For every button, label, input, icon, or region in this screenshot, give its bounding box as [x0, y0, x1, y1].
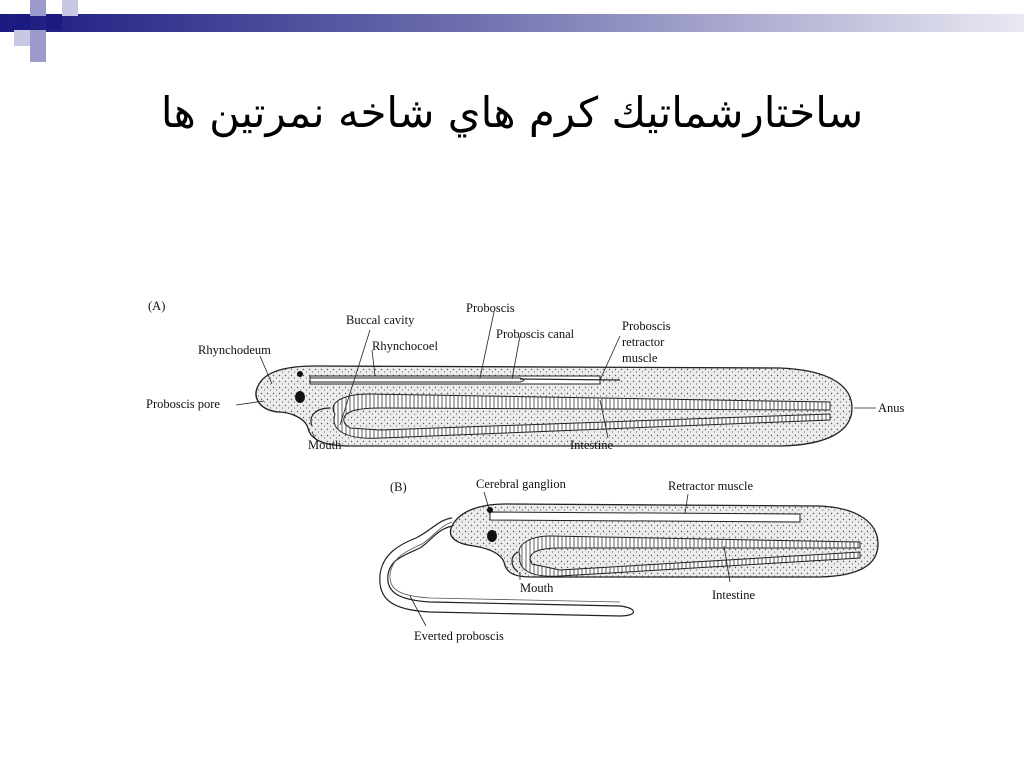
label-proboscis-retractor-3: muscle [622, 351, 658, 365]
panel-b-tag: (B) [390, 480, 407, 494]
label-proboscis-pore: Proboscis pore [146, 397, 220, 411]
decor-square [30, 46, 46, 62]
title-bar [0, 14, 1024, 32]
label-proboscis-canal: Proboscis canal [496, 327, 575, 341]
decor-square [62, 0, 78, 16]
label-intestine-a: Intestine [570, 438, 614, 452]
decor-square [30, 0, 46, 16]
label-proboscis-retractor-2: retractor [622, 335, 665, 349]
label-mouth-b: Mouth [520, 581, 554, 595]
worm-a [256, 366, 852, 446]
label-proboscis-retractor-1: Proboscis [622, 319, 671, 333]
worm-a-ganglion [295, 391, 305, 403]
label-everted-proboscis: Everted proboscis [414, 629, 504, 643]
label-proboscis: Proboscis [466, 301, 515, 315]
worm-b-ganglion-top [487, 507, 493, 513]
decor-square [46, 14, 62, 30]
slide-title: ساختارشماتيك كرم هاي شاخه نمرتين ها [160, 88, 864, 137]
worm-b-retractor [490, 512, 800, 522]
label-intestine-b: Intestine [712, 588, 756, 602]
label-retractor-muscle: Retractor muscle [668, 479, 754, 493]
worm-a-ganglion-top [297, 371, 303, 377]
label-anus: Anus [878, 401, 905, 415]
decor-square [14, 14, 30, 30]
label-rhynchodeum: Rhynchodeum [198, 343, 271, 357]
nemertean-diagram [140, 290, 905, 660]
panel-a-tag: (A) [148, 299, 166, 313]
decor-square [30, 30, 46, 46]
label-mouth-a: Mouth [308, 438, 342, 452]
label-rhynchocoel: Rhynchocoel [372, 339, 438, 353]
decor-square [14, 30, 30, 46]
label-buccal-cavity: Buccal cavity [346, 313, 415, 327]
worm-b [380, 504, 878, 616]
worm-b-ganglion [487, 530, 497, 542]
label-cerebral-ganglion: Cerebral ganglion [476, 477, 566, 491]
